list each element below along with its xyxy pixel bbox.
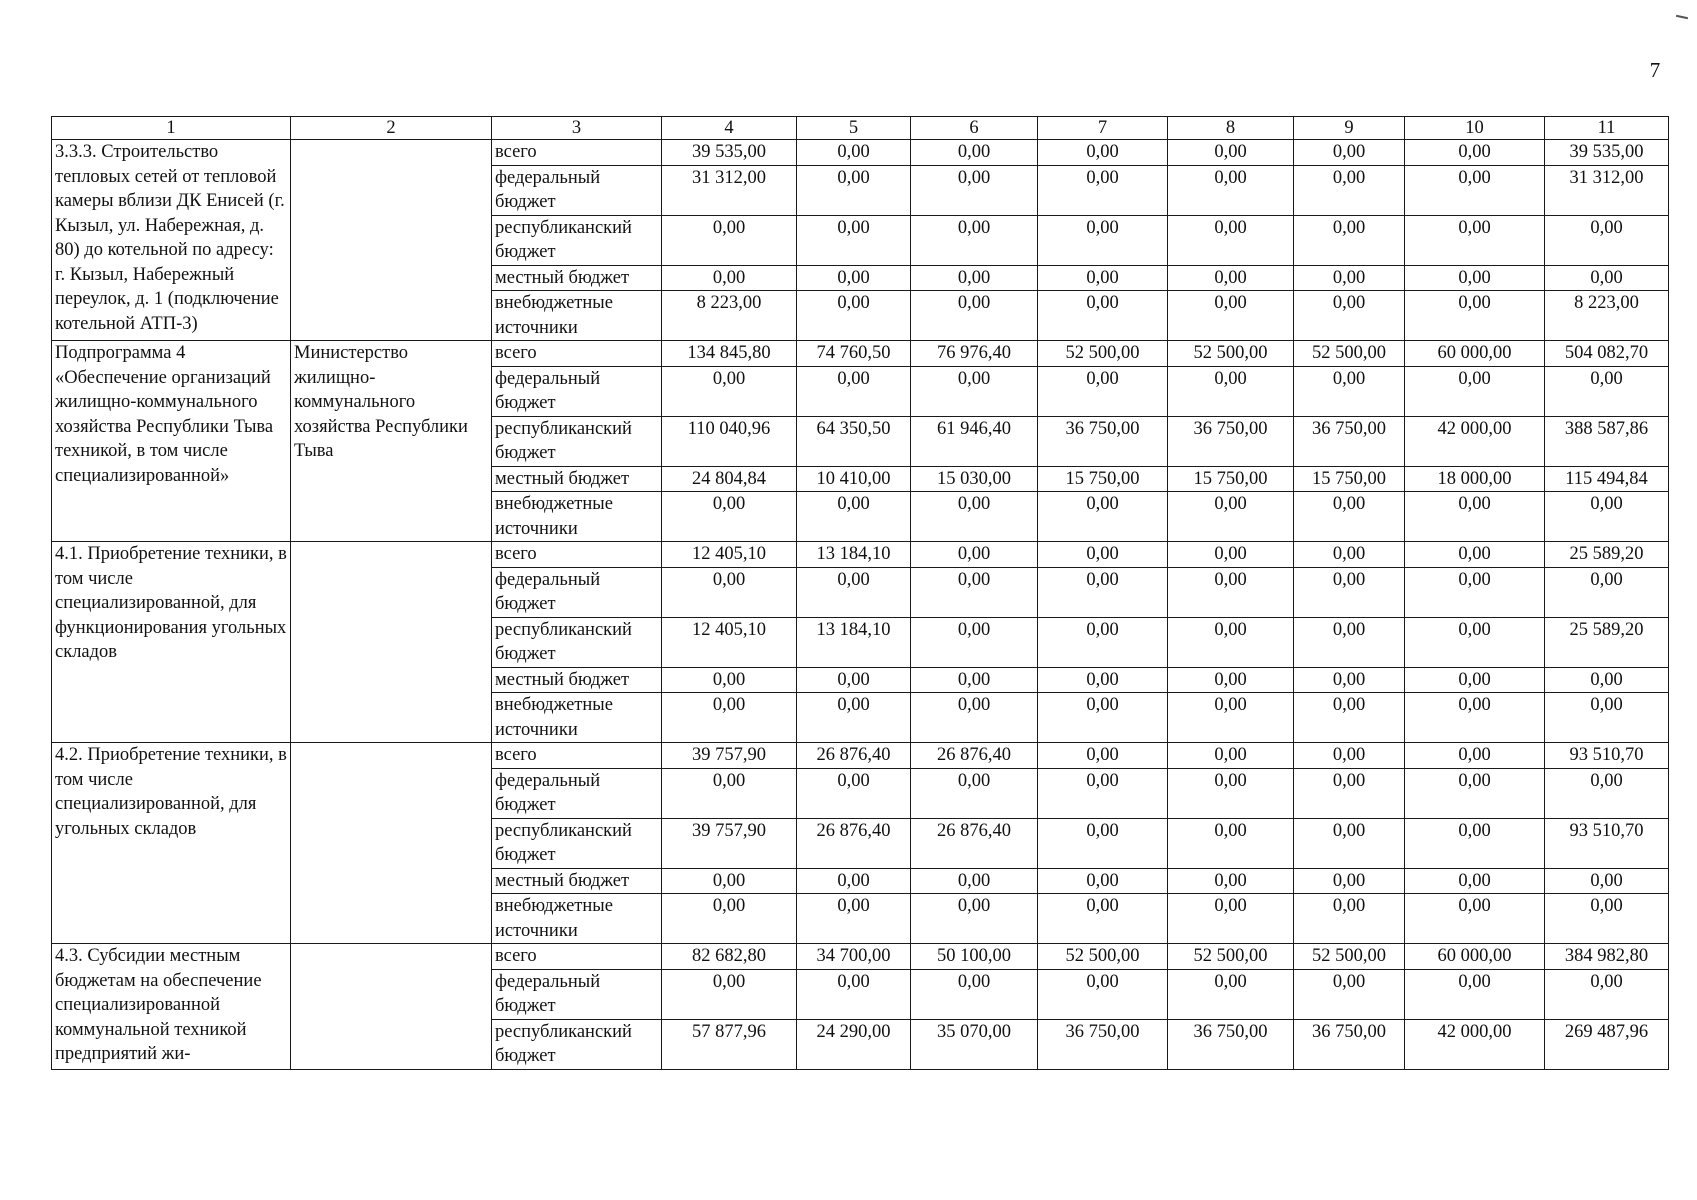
responsible-executor-cell: Министерство жилищно-коммунального хозяйства Республики Тыва [291,341,492,542]
budget-table [51,116,1669,1070]
amount-cell: 0,00 [1294,617,1405,667]
total-amount-cell: 0,00 [1545,215,1669,265]
amount-cell: 0,00 [662,492,797,542]
amount-cell: 74 760,50 [797,341,911,367]
amount-cell: 0,00 [1294,165,1405,215]
total-amount-cell: 0,00 [1545,366,1669,416]
scan-corner-mark [1676,15,1688,19]
amount-cell: 0,00 [1405,265,1545,291]
header-row [52,117,1669,140]
amount-cell: 10 410,00 [797,466,911,492]
amount-cell: 0,00 [1168,291,1294,341]
amount-cell: 0,00 [911,366,1038,416]
amount-cell: 0,00 [911,617,1038,667]
funding-source-cell: федеральный бюджет [492,366,662,416]
amount-cell: 36 750,00 [1168,1019,1294,1069]
amount-cell: 0,00 [911,492,1038,542]
total-amount-cell: 388 587,86 [1545,416,1669,466]
amount-cell: 36 750,00 [1038,416,1168,466]
amount-cell: 36 750,00 [1168,416,1294,466]
amount-cell: 0,00 [1038,140,1168,166]
amount-cell: 0,00 [1294,366,1405,416]
amount-cell: 15 030,00 [911,466,1038,492]
total-amount-cell: 93 510,70 [1545,818,1669,868]
amount-cell: 0,00 [797,894,911,944]
amount-cell: 60 000,00 [1405,944,1545,970]
amount-cell: 0,00 [662,215,797,265]
total-amount-cell: 0,00 [1545,969,1669,1019]
amount-cell: 0,00 [1405,215,1545,265]
amount-cell: 0,00 [1168,617,1294,667]
amount-cell: 0,00 [1294,768,1405,818]
amount-cell: 0,00 [1038,818,1168,868]
amount-cell: 0,00 [1168,667,1294,693]
amount-cell: 24 290,00 [797,1019,911,1069]
amount-cell: 0,00 [1168,693,1294,743]
total-amount-cell: 0,00 [1545,567,1669,617]
header-cell: 2 [291,117,492,140]
header-cell: 8 [1168,117,1294,140]
funding-source-cell: всего [492,944,662,970]
amount-cell: 0,00 [1168,969,1294,1019]
amount-cell: 0,00 [662,693,797,743]
amount-cell: 0,00 [1294,492,1405,542]
amount-cell: 0,00 [911,868,1038,894]
amount-cell: 26 876,40 [911,818,1038,868]
amount-cell: 0,00 [662,768,797,818]
amount-cell: 0,00 [1405,140,1545,166]
amount-cell: 0,00 [1168,768,1294,818]
amount-cell: 0,00 [1294,818,1405,868]
amount-cell: 0,00 [1168,492,1294,542]
amount-cell: 42 000,00 [1405,416,1545,466]
total-amount-cell: 8 223,00 [1545,291,1669,341]
amount-cell: 0,00 [1405,894,1545,944]
amount-cell: 60 000,00 [1405,341,1545,367]
total-amount-cell: 115 494,84 [1545,466,1669,492]
amount-cell: 0,00 [911,667,1038,693]
amount-cell: 0,00 [1405,667,1545,693]
amount-cell: 12 405,10 [662,617,797,667]
amount-cell: 0,00 [1168,265,1294,291]
amount-cell: 0,00 [1405,693,1545,743]
funding-source-cell: всего [492,743,662,769]
amount-cell: 0,00 [1168,366,1294,416]
measure-name-cell: 4.1. Приобретение техники, в том числе специализированной, для функционирования угольных складов [52,542,291,743]
total-amount-cell: 0,00 [1545,868,1669,894]
amount-cell: 0,00 [911,140,1038,166]
funding-source-cell: местный бюджет [492,667,662,693]
funding-source-cell: местный бюджет [492,868,662,894]
total-amount-cell: 0,00 [1545,768,1669,818]
amount-cell: 0,00 [1038,265,1168,291]
amount-cell: 0,00 [662,366,797,416]
amount-cell: 15 750,00 [1294,466,1405,492]
amount-cell: 0,00 [1168,743,1294,769]
amount-cell: 26 876,40 [797,743,911,769]
amount-cell: 0,00 [797,165,911,215]
amount-cell: 15 750,00 [1038,466,1168,492]
amount-cell: 52 500,00 [1038,341,1168,367]
total-amount-cell: 0,00 [1545,693,1669,743]
amount-cell: 52 500,00 [1168,944,1294,970]
amount-cell: 12 405,10 [662,542,797,568]
amount-cell: 0,00 [797,693,911,743]
amount-cell: 0,00 [1038,617,1168,667]
amount-cell: 26 876,40 [911,743,1038,769]
funding-source-cell: всего [492,140,662,166]
funding-source-cell: местный бюджет [492,265,662,291]
amount-cell: 0,00 [1405,743,1545,769]
amount-cell: 31 312,00 [662,165,797,215]
amount-cell: 0,00 [797,868,911,894]
amount-cell: 0,00 [911,894,1038,944]
amount-cell: 0,00 [1038,492,1168,542]
total-amount-cell: 39 535,00 [1545,140,1669,166]
table-row [52,944,1669,970]
amount-cell: 0,00 [1405,542,1545,568]
funding-source-cell: республиканский бюджет [492,215,662,265]
amount-cell: 0,00 [911,693,1038,743]
amount-cell: 0,00 [1038,667,1168,693]
amount-cell: 0,00 [911,969,1038,1019]
amount-cell: 13 184,10 [797,617,911,667]
measure-name-cell: 4.3. Субсидии местным бюджетам на обеспечение специализированной коммунальной техникой предприятий жи- [52,944,291,1070]
table-row [52,140,1669,166]
amount-cell: 0,00 [1168,567,1294,617]
amount-cell: 52 500,00 [1038,944,1168,970]
amount-cell: 0,00 [1294,215,1405,265]
funding-source-cell: республиканский бюджет [492,1019,662,1069]
amount-cell: 0,00 [797,366,911,416]
total-amount-cell: 504 082,70 [1545,341,1669,367]
amount-cell: 0,00 [1038,542,1168,568]
amount-cell: 0,00 [1405,818,1545,868]
amount-cell: 15 750,00 [1168,466,1294,492]
amount-cell: 0,00 [797,667,911,693]
amount-cell: 0,00 [1294,265,1405,291]
amount-cell: 52 500,00 [1168,341,1294,367]
amount-cell: 0,00 [1038,868,1168,894]
amount-cell: 0,00 [1038,894,1168,944]
amount-cell: 61 946,40 [911,416,1038,466]
amount-cell: 39 757,90 [662,818,797,868]
amount-cell: 76 976,40 [911,341,1038,367]
amount-cell: 0,00 [911,768,1038,818]
amount-cell: 0,00 [1168,894,1294,944]
amount-cell: 0,00 [1168,818,1294,868]
amount-cell: 0,00 [1168,140,1294,166]
responsible-executor-cell [291,944,492,1070]
amount-cell: 0,00 [797,567,911,617]
funding-source-cell: республиканский бюджет [492,617,662,667]
amount-cell: 8 223,00 [662,291,797,341]
header-cell: 4 [662,117,797,140]
table-row [52,542,1669,568]
header-cell: 6 [911,117,1038,140]
measure-name-cell: 4.2. Приобретение техники, в том числе специализированной, для угольных складов [52,743,291,944]
amount-cell: 52 500,00 [1294,341,1405,367]
amount-cell: 0,00 [911,291,1038,341]
amount-cell: 0,00 [1294,894,1405,944]
funding-source-cell: всего [492,341,662,367]
page-number: 7 [1649,58,1661,82]
amount-cell: 0,00 [1038,215,1168,265]
amount-cell: 0,00 [1038,969,1168,1019]
header-cell: 5 [797,117,911,140]
header-cell: 3 [492,117,662,140]
amount-cell: 0,00 [1405,492,1545,542]
amount-cell: 0,00 [1168,165,1294,215]
amount-cell: 0,00 [1294,291,1405,341]
amount-cell: 0,00 [797,291,911,341]
funding-source-cell: внебюджетные источники [492,492,662,542]
responsible-executor-cell [291,542,492,743]
amount-cell: 0,00 [797,969,911,1019]
funding-source-cell: федеральный бюджет [492,567,662,617]
amount-cell: 0,00 [662,868,797,894]
amount-cell: 42 000,00 [1405,1019,1545,1069]
amount-cell: 26 876,40 [797,818,911,868]
table-row [52,743,1669,769]
total-amount-cell: 0,00 [1545,667,1669,693]
amount-cell: 0,00 [1038,366,1168,416]
total-amount-cell: 31 312,00 [1545,165,1669,215]
amount-cell: 0,00 [1038,567,1168,617]
funding-source-cell: федеральный бюджет [492,165,662,215]
amount-cell: 0,00 [1405,366,1545,416]
amount-cell: 13 184,10 [797,542,911,568]
amount-cell: 0,00 [1294,969,1405,1019]
amount-cell: 0,00 [1294,693,1405,743]
total-amount-cell: 384 982,80 [1545,944,1669,970]
funding-source-cell: республиканский бюджет [492,818,662,868]
funding-source-cell: внебюджетные источники [492,894,662,944]
total-amount-cell: 93 510,70 [1545,743,1669,769]
amount-cell: 0,00 [1038,291,1168,341]
amount-cell: 64 350,50 [797,416,911,466]
amount-cell: 39 535,00 [662,140,797,166]
funding-source-cell: внебюджетные источники [492,291,662,341]
amount-cell: 0,00 [1294,743,1405,769]
funding-source-cell: федеральный бюджет [492,969,662,1019]
amount-cell: 110 040,96 [662,416,797,466]
responsible-executor-cell [291,140,492,341]
amount-cell: 18 000,00 [1405,466,1545,492]
header-cell: 1 [52,117,291,140]
amount-cell: 0,00 [1168,215,1294,265]
amount-cell: 0,00 [1294,542,1405,568]
amount-cell: 0,00 [911,567,1038,617]
amount-cell: 0,00 [911,265,1038,291]
amount-cell: 0,00 [662,567,797,617]
amount-cell: 0,00 [797,492,911,542]
funding-source-cell: всего [492,542,662,568]
funding-source-cell: внебюджетные источники [492,693,662,743]
amount-cell: 0,00 [662,265,797,291]
total-amount-cell: 25 589,20 [1545,542,1669,568]
amount-cell: 24 804,84 [662,466,797,492]
amount-cell: 0,00 [797,215,911,265]
amount-cell: 0,00 [662,667,797,693]
amount-cell: 0,00 [1294,140,1405,166]
amount-cell: 0,00 [1294,567,1405,617]
total-amount-cell: 25 589,20 [1545,617,1669,667]
amount-cell: 0,00 [1405,768,1545,818]
amount-cell: 0,00 [662,969,797,1019]
responsible-executor-cell [291,743,492,944]
amount-cell: 0,00 [1038,743,1168,769]
amount-cell: 57 877,96 [662,1019,797,1069]
amount-cell: 0,00 [662,894,797,944]
amount-cell: 52 500,00 [1294,944,1405,970]
amount-cell: 0,00 [1038,768,1168,818]
amount-cell: 0,00 [1405,165,1545,215]
amount-cell: 0,00 [911,542,1038,568]
amount-cell: 0,00 [797,768,911,818]
amount-cell: 134 845,80 [662,341,797,367]
amount-cell: 0,00 [1038,165,1168,215]
amount-cell: 0,00 [1405,868,1545,894]
measure-name-cell: Подпрограмма 4 «Обеспечение организаций жилищно-коммунального хозяйства Республики Тыва техникой, в том числе специализированной» [52,341,291,542]
amount-cell: 0,00 [1168,868,1294,894]
funding-source-cell: республиканский бюджет [492,416,662,466]
total-amount-cell: 0,00 [1545,894,1669,944]
measure-name-cell: 3.3.3. Строительство тепловых сетей от тепловой камеры вблизи ДК Енисей (г. Кызыл, ул. Набережная, д. 80) до котельной по адресу: г. Кызыл, Набережный переулок, д. 1 (подключение котельной АТП-3) [52,140,291,341]
table-row [52,341,1669,367]
amount-cell: 36 750,00 [1294,1019,1405,1069]
amount-cell: 82 682,80 [662,944,797,970]
amount-cell: 36 750,00 [1038,1019,1168,1069]
header-cell: 9 [1294,117,1405,140]
amount-cell: 0,00 [1405,969,1545,1019]
amount-cell: 0,00 [911,215,1038,265]
funding-source-cell: местный бюджет [492,466,662,492]
amount-cell: 0,00 [1038,693,1168,743]
amount-cell: 0,00 [911,165,1038,215]
amount-cell: 0,00 [797,265,911,291]
amount-cell: 0,00 [1294,868,1405,894]
amount-cell: 0,00 [1405,617,1545,667]
amount-cell: 36 750,00 [1294,416,1405,466]
amount-cell: 0,00 [1294,667,1405,693]
total-amount-cell: 0,00 [1545,492,1669,542]
amount-cell: 50 100,00 [911,944,1038,970]
header-cell: 11 [1545,117,1669,140]
amount-cell: 39 757,90 [662,743,797,769]
amount-cell: 0,00 [797,140,911,166]
header-cell: 7 [1038,117,1168,140]
total-amount-cell: 0,00 [1545,265,1669,291]
funding-source-cell: федеральный бюджет [492,768,662,818]
header-cell: 10 [1405,117,1545,140]
amount-cell: 0,00 [1405,567,1545,617]
amount-cell: 0,00 [1405,291,1545,341]
amount-cell: 0,00 [1168,542,1294,568]
total-amount-cell: 269 487,96 [1545,1019,1669,1069]
amount-cell: 35 070,00 [911,1019,1038,1069]
amount-cell: 34 700,00 [797,944,911,970]
